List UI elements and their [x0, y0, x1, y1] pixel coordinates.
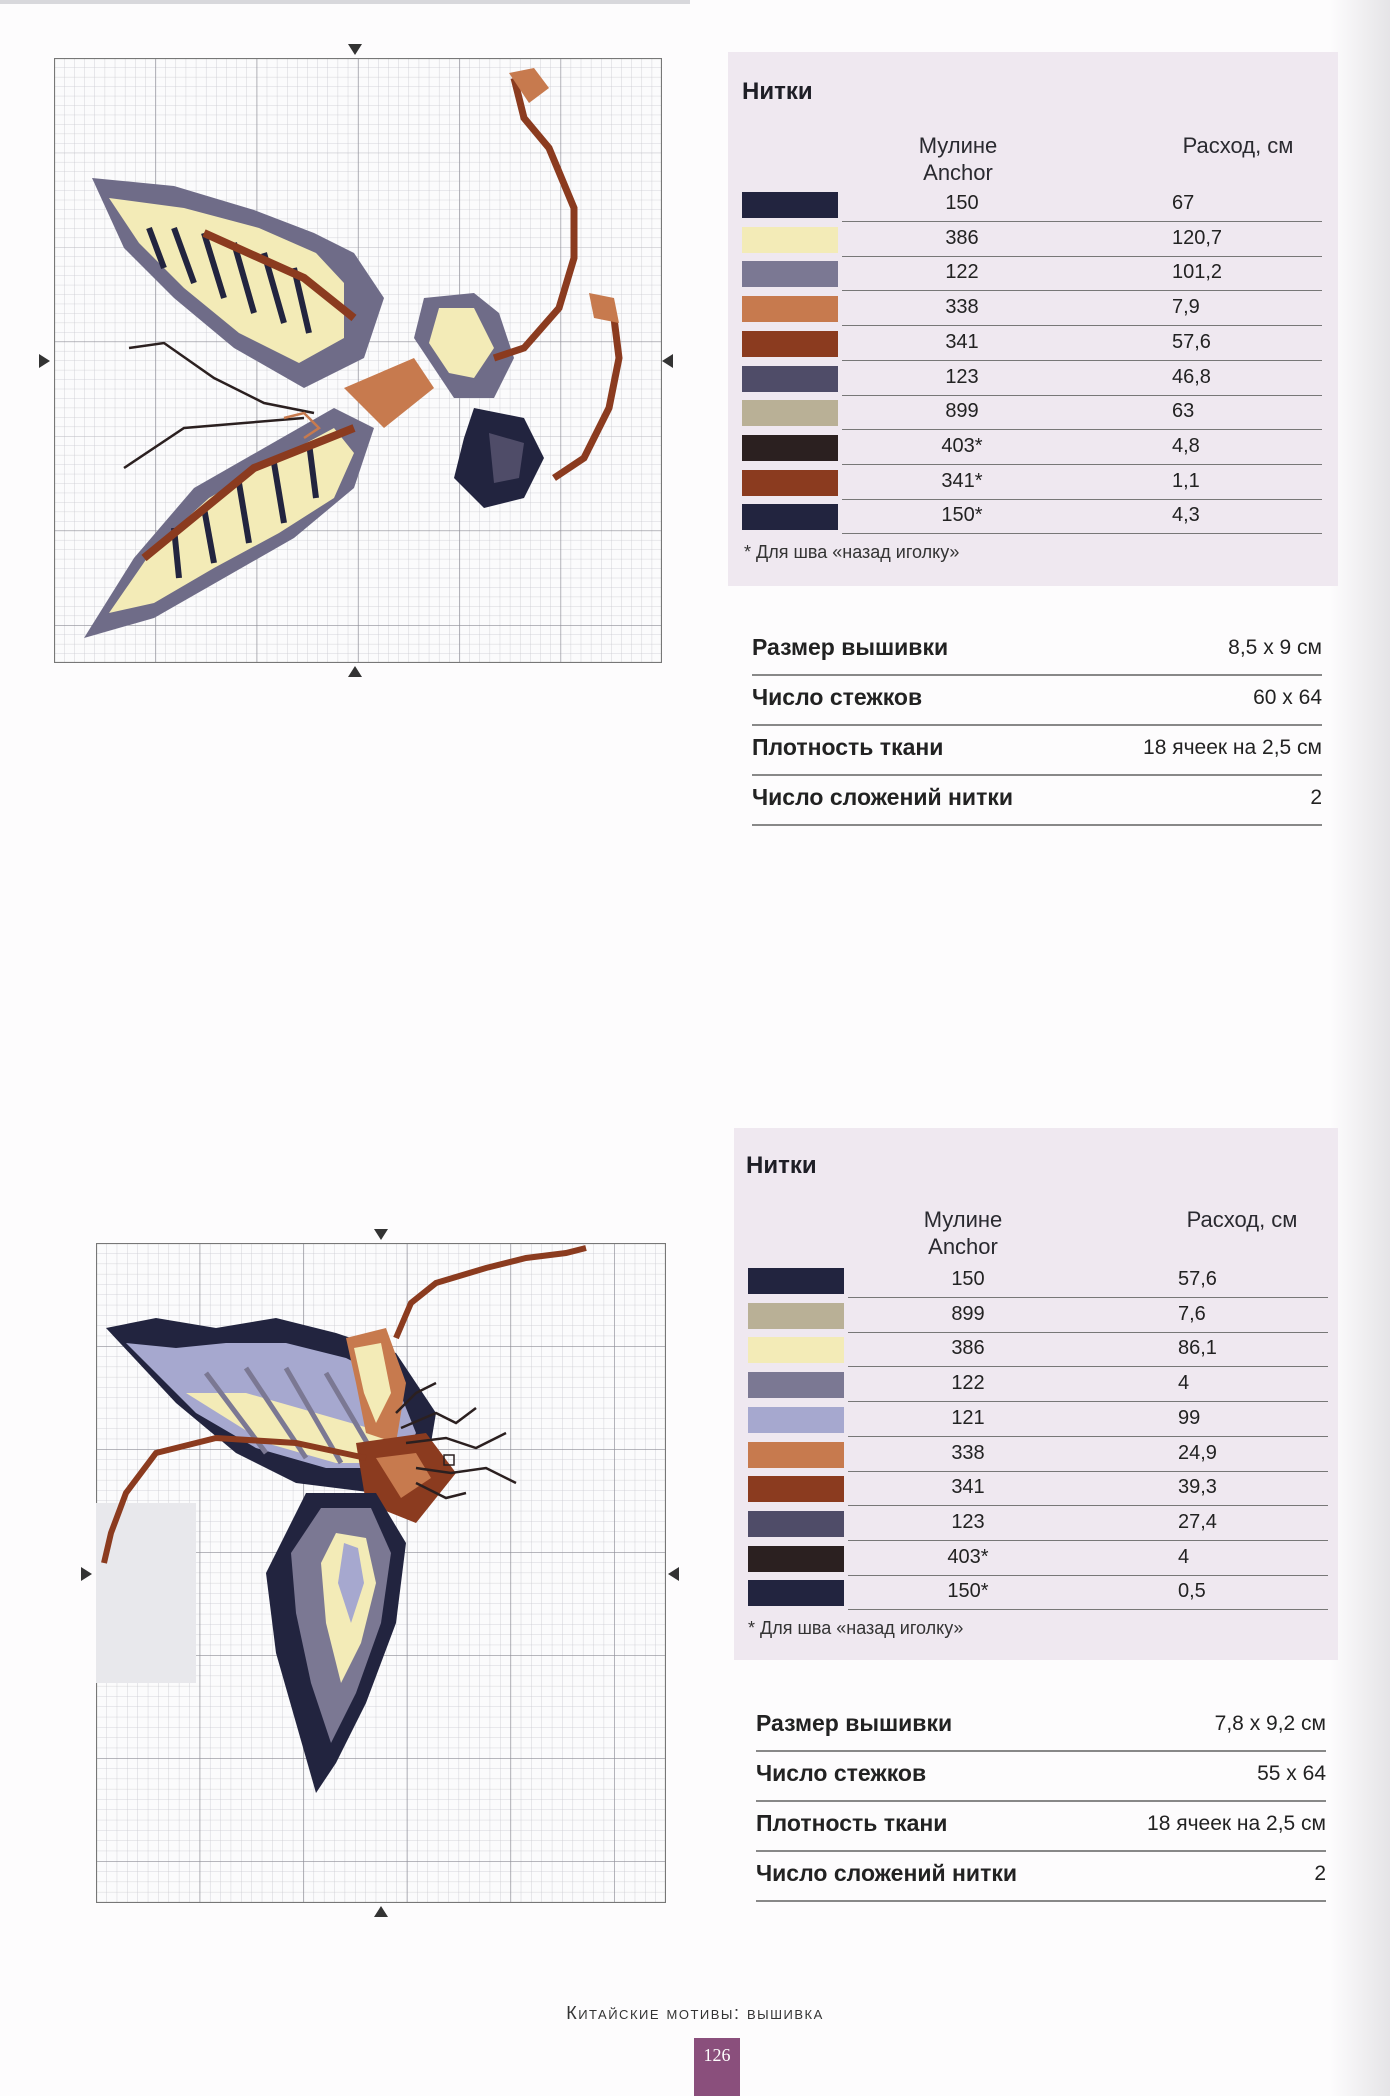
- color-swatch: [742, 192, 838, 218]
- anchor-code: 121: [951, 1406, 985, 1429]
- thread-row: [748, 1403, 1328, 1437]
- thread-row: [748, 1333, 1328, 1367]
- thread-amount: 24,9: [1178, 1441, 1217, 1464]
- thread-row: [748, 1542, 1328, 1576]
- spec-value: 2: [1314, 1862, 1326, 1885]
- spec-label: Число сложений нитки: [752, 784, 1013, 810]
- column-header-brand: Мулине Anchor: [918, 133, 998, 185]
- spec-value: 55 х 64: [1257, 1762, 1326, 1785]
- threads-panel-1: [728, 52, 1338, 586]
- thread-amount: 86,1: [1178, 1337, 1217, 1360]
- column-header-brand: Мулине Anchor: [923, 1207, 1003, 1259]
- column-header-amount: Расход, см: [1186, 1207, 1298, 1232]
- threads-title: Нитки: [742, 78, 813, 105]
- thread-amount: 1,1: [1172, 469, 1200, 492]
- thread-amount: 4: [1178, 1372, 1190, 1395]
- cross-stitch-chart-1: [54, 58, 662, 663]
- color-swatch: [742, 435, 838, 461]
- page-number: 126: [694, 2038, 740, 2096]
- thread-amount: 39,3: [1178, 1476, 1217, 1499]
- color-swatch: [748, 1337, 844, 1363]
- spec-row-stitches: [756, 1752, 1326, 1802]
- color-swatch: [742, 504, 838, 530]
- color-swatch: [748, 1511, 844, 1537]
- thread-row: [742, 292, 1322, 326]
- thread-row: [742, 466, 1322, 500]
- thread-amount: 4,3: [1172, 504, 1200, 527]
- anchor-code: 122: [951, 1372, 985, 1395]
- anchor-code: 123: [945, 365, 979, 388]
- anchor-code: 338: [945, 296, 979, 319]
- cross-stitch-chart-2: [96, 1243, 666, 1903]
- spec-label: Плотность ткани: [756, 1810, 948, 1836]
- thread-row: [742, 223, 1322, 257]
- center-marker-right: [662, 354, 673, 368]
- spec-row-strands: [752, 776, 1322, 826]
- anchor-code: 341: [951, 1476, 985, 1499]
- color-swatch: [748, 1372, 844, 1398]
- anchor-code: 403*: [947, 1545, 989, 1568]
- threads-title: Нитки: [746, 1152, 817, 1179]
- thread-amount: 4,8: [1172, 434, 1200, 457]
- spec-value: 7,8 х 9,2 см: [1214, 1712, 1326, 1735]
- color-swatch: [742, 227, 838, 253]
- thread-row: [742, 396, 1322, 430]
- row-divider: [842, 533, 1322, 534]
- backstitch-note: * Для шва «назад иголку»: [748, 1618, 964, 1638]
- color-swatch: [742, 470, 838, 496]
- color-swatch: [742, 400, 838, 426]
- spec-label: Число сложений нитки: [756, 1860, 1017, 1886]
- color-swatch: [748, 1407, 844, 1433]
- thread-row: [742, 500, 1322, 534]
- thread-amount: 27,4: [1178, 1510, 1217, 1533]
- center-marker-top: [374, 1229, 388, 1240]
- center-marker-right: [668, 1567, 679, 1581]
- thread-amount: 57,6: [1172, 330, 1211, 353]
- backstitch-note: * Для шва «назад иголку»: [744, 542, 960, 562]
- thread-amount: 7,9: [1172, 296, 1200, 319]
- center-marker-left: [39, 354, 50, 368]
- anchor-code: 341: [945, 330, 979, 353]
- top-rule: [0, 0, 690, 4]
- center-marker-top: [348, 44, 362, 55]
- anchor-code: 150: [951, 1268, 985, 1290]
- column-header-amount: Расход, см: [1182, 133, 1294, 158]
- thread-amount: 4: [1178, 1545, 1190, 1568]
- anchor-code: 403*: [941, 434, 983, 457]
- thread-row: [748, 1472, 1328, 1506]
- anchor-code: 899: [951, 1302, 985, 1325]
- thread-amount: 57,6: [1178, 1268, 1217, 1290]
- spec-value: 18 ячеек на 2,5 см: [1143, 736, 1322, 759]
- thread-amount: 99: [1178, 1406, 1201, 1429]
- center-marker-bottom: [348, 666, 362, 677]
- book-title: Китайские мотивы: вышивка: [566, 2003, 824, 2023]
- spec-value: 18 ячеек на 2,5 см: [1147, 1812, 1326, 1835]
- anchor-code: 122: [945, 261, 979, 284]
- color-swatch: [748, 1442, 844, 1468]
- stitch-grid-1: [54, 58, 662, 663]
- thread-row: [748, 1576, 1328, 1610]
- spec-row-fabric: [752, 726, 1322, 776]
- color-swatch: [742, 296, 838, 322]
- anchor-code: 123: [951, 1510, 985, 1533]
- threads-panel-2: [734, 1128, 1338, 1660]
- thread-row: [742, 431, 1322, 465]
- anchor-code: 386: [951, 1337, 985, 1360]
- thread-amount: 7,6: [1178, 1302, 1206, 1325]
- thread-row: [748, 1299, 1328, 1333]
- spec-label: Число стежков: [752, 684, 923, 710]
- thread-amount: 120,7: [1172, 226, 1223, 249]
- page-edge-shadow: [1330, 0, 1390, 2096]
- thread-row: [748, 1507, 1328, 1541]
- color-swatch: [742, 366, 838, 392]
- spec-value: 8,5 х 9 см: [1228, 636, 1322, 659]
- anchor-code: 386: [945, 226, 979, 249]
- color-swatch: [742, 331, 838, 357]
- color-swatch: [748, 1268, 844, 1294]
- spec-value: 60 х 64: [1253, 686, 1322, 709]
- spec-label: Число стежков: [756, 1760, 927, 1786]
- thread-row: [742, 327, 1322, 361]
- anchor-code: 341*: [941, 469, 983, 492]
- thread-row: [748, 1368, 1328, 1402]
- color-swatch: [748, 1546, 844, 1572]
- spec-value: 2: [1310, 786, 1322, 809]
- anchor-code: 150*: [941, 504, 983, 527]
- spec-row-size: [756, 1702, 1326, 1752]
- anchor-code: 150: [945, 192, 979, 214]
- color-swatch: [748, 1580, 844, 1606]
- thread-row: [748, 1438, 1328, 1472]
- spec-label: Размер вышивки: [752, 634, 949, 660]
- anchor-code: 899: [945, 400, 979, 423]
- thread-row: [742, 257, 1322, 291]
- color-swatch: [742, 261, 838, 287]
- thread-amount: 46,8: [1172, 365, 1211, 388]
- anchor-code: 338: [951, 1441, 985, 1464]
- thread-row: [742, 362, 1322, 396]
- thread-row: [748, 1264, 1328, 1298]
- spec-row-fabric: [756, 1802, 1326, 1852]
- color-swatch: [748, 1303, 844, 1329]
- anchor-code: 150*: [947, 1580, 989, 1603]
- spec-label: Размер вышивки: [756, 1710, 953, 1736]
- stitch-grid-2: [96, 1243, 666, 1903]
- row-divider: [848, 1609, 1328, 1610]
- thread-amount: 63: [1172, 400, 1195, 423]
- spec-row-size: [752, 626, 1322, 676]
- spec-label: Плотность ткани: [752, 734, 944, 760]
- thread-amount: 67: [1172, 192, 1195, 214]
- thread-amount: 0,5: [1178, 1580, 1206, 1603]
- color-swatch: [748, 1476, 844, 1502]
- center-marker-left: [81, 1567, 92, 1581]
- spec-row-stitches: [752, 676, 1322, 726]
- thread-row: [742, 188, 1322, 222]
- thread-amount: 101,2: [1172, 261, 1223, 284]
- center-marker-bottom: [374, 1906, 388, 1917]
- spec-row-strands: [756, 1852, 1326, 1902]
